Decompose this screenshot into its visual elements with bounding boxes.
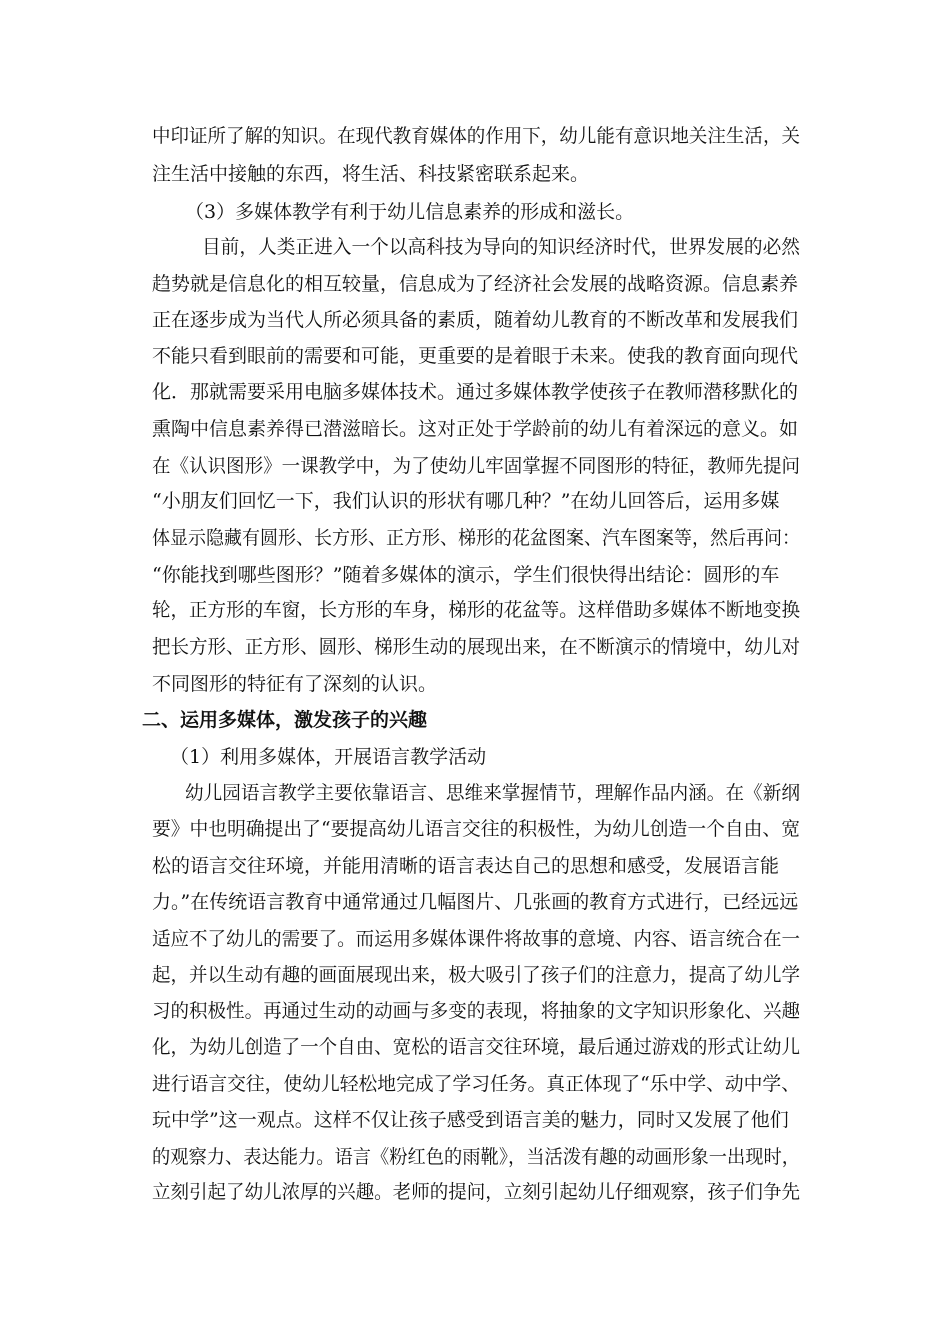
subsection-heading (0, 740, 950, 774)
section-heading-text: 二、运用多媒体，激发孩子的兴趣 (142, 709, 428, 731)
text-line-content: 进行语言交往，使幼儿轻松地完成了学习任务。真正体现了“乐中学、动中学、 (152, 1073, 800, 1095)
text-line (0, 1175, 950, 1209)
text-line-content: 化．那就需要采用电脑多媒体技术。通过多媒体教学使孩子在教师潜移默化的 (152, 381, 799, 403)
text-line-content: 体显示隐藏有圆形、长方形、正方形、梯形的花盆图案、汽车图案等，然后再问： (152, 527, 800, 549)
text-line-content: （3）多媒体教学有利于幼儿信息素养的形成和滋长。 (185, 201, 635, 223)
text-line-content: 适应不了幼儿的需要了。而运用多媒体课件将故事的意境、内容、语言统合在一 (152, 928, 800, 950)
text-line (0, 812, 950, 846)
text-line (0, 667, 950, 701)
text-line-content: 松的语言交往环境，并能用清晰的语言表达自己的思想和感受，发展语言能 (152, 855, 780, 877)
text-line-content: 轮，正方形的车窗，长方形的车身，梯形的花盆等。这样借助多媒体不断地变换 (152, 599, 800, 621)
text-line (0, 195, 950, 229)
text-line (0, 412, 950, 446)
text-line (0, 230, 950, 264)
text-line (0, 849, 950, 883)
text-line (0, 630, 950, 664)
text-line (0, 157, 950, 191)
text-line-content: 中印证所了解的知识。在现代教育媒体的作用下，幼儿能有意识地关注生活，关 (152, 125, 800, 147)
section-heading (0, 703, 950, 737)
text-line (0, 375, 950, 409)
text-line (0, 593, 950, 627)
text-line (0, 449, 950, 483)
text-line-content: 正在逐步成为当代人所必须具备的素质，随着幼儿教育的不断改革和发展我们 (152, 309, 799, 331)
text-line-content: 不同图形的特征有了深刻的认识。 (152, 673, 438, 695)
text-line (0, 521, 950, 555)
text-line (0, 1030, 950, 1064)
text-line (0, 267, 950, 301)
text-line-content: 把长方形、正方形、圆形、梯形生动的展现出来，在不断演示的情境中，幼儿对 (152, 636, 800, 658)
text-line (0, 303, 950, 337)
text-line (0, 958, 950, 992)
text-line (0, 1140, 950, 1174)
text-line-content: 要》中也明确提出了“要提高幼儿语言交往的积极性，为幼儿创造一个自由、宽 (152, 818, 800, 840)
text-line-content: 目前，人类正进入一个以高科技为导向的知识经济时代，世界发展的必然 (202, 236, 800, 258)
text-line-content: 玩中学”这一观点。这样不仅让孩子感受到语言美的魅力，同时又发展了他们 (152, 1109, 789, 1131)
text-line-content: 注生活中接触的东西，将生活、科技紧密联系起来。 (152, 163, 590, 185)
text-line (0, 558, 950, 592)
text-line (0, 1067, 950, 1101)
text-line-content: 的观察力、表达能力。语言《粉红色的雨靴》，当活泼有趣的动画形象一出现时， (152, 1146, 801, 1168)
text-line-content: 习的积极性。再通过生动的动画与多变的表现，将抽象的文字知识形象化、兴趣 (152, 1000, 800, 1022)
text-line (0, 994, 950, 1028)
text-line (0, 885, 950, 919)
text-line-content: 不能只看到眼前的需要和可能，更重要的是着眼于未来。使我的教育面向现代 (152, 345, 799, 367)
text-line-content: 幼儿园语言教学主要依靠语言、思维来掌握情节，理解作品内涵。在《新纲 (185, 782, 800, 804)
text-line-content: 熏陶中信息素养得已潜滋暗长。这对正处于学龄前的幼儿有着深远的意义。如 (152, 418, 799, 440)
text-line-content: 立刻引起了幼儿浓厚的兴趣。老师的提问，立刻引起幼儿仔细观察，孩子们争先 (152, 1181, 800, 1203)
text-line (0, 119, 950, 153)
text-line (0, 1103, 950, 1137)
text-line (0, 484, 950, 518)
text-line-content: 趋势就是信息化的相互较量，信息成为了经济社会发展的战略资源。信息素养 (152, 273, 799, 295)
text-line (0, 339, 950, 373)
text-line-content: 力。”在传统语言教育中通常通过几幅图片、几张画的教育方式进行，已经远远 (152, 891, 799, 913)
text-line-content: 起，并以生动有趣的画面展现出来，极大吸引了孩子们的注意力，提高了幼儿学 (152, 964, 800, 986)
text-line-content: “小朋友们回忆一下，我们认识的形状有哪几种？”在幼儿回答后，运用多媒 (152, 490, 780, 512)
text-line (0, 776, 950, 810)
text-line (0, 922, 950, 956)
text-line-content: 在《认识图形》一课教学中，为了使幼儿牢固掌握不同图形的特征，教师先提问 (152, 455, 800, 477)
text-line-content: 化，为幼儿创造了一个自由、宽松的语言交往环境，最后通过游戏的形式让幼儿 (152, 1036, 800, 1058)
text-line-content: “你能找到哪些图形？”随着多媒体的演示，学生们很快得出结论：圆形的车 (152, 564, 780, 586)
subsection-heading-text: （1）利用多媒体，开展语言教学活动 (170, 746, 487, 768)
